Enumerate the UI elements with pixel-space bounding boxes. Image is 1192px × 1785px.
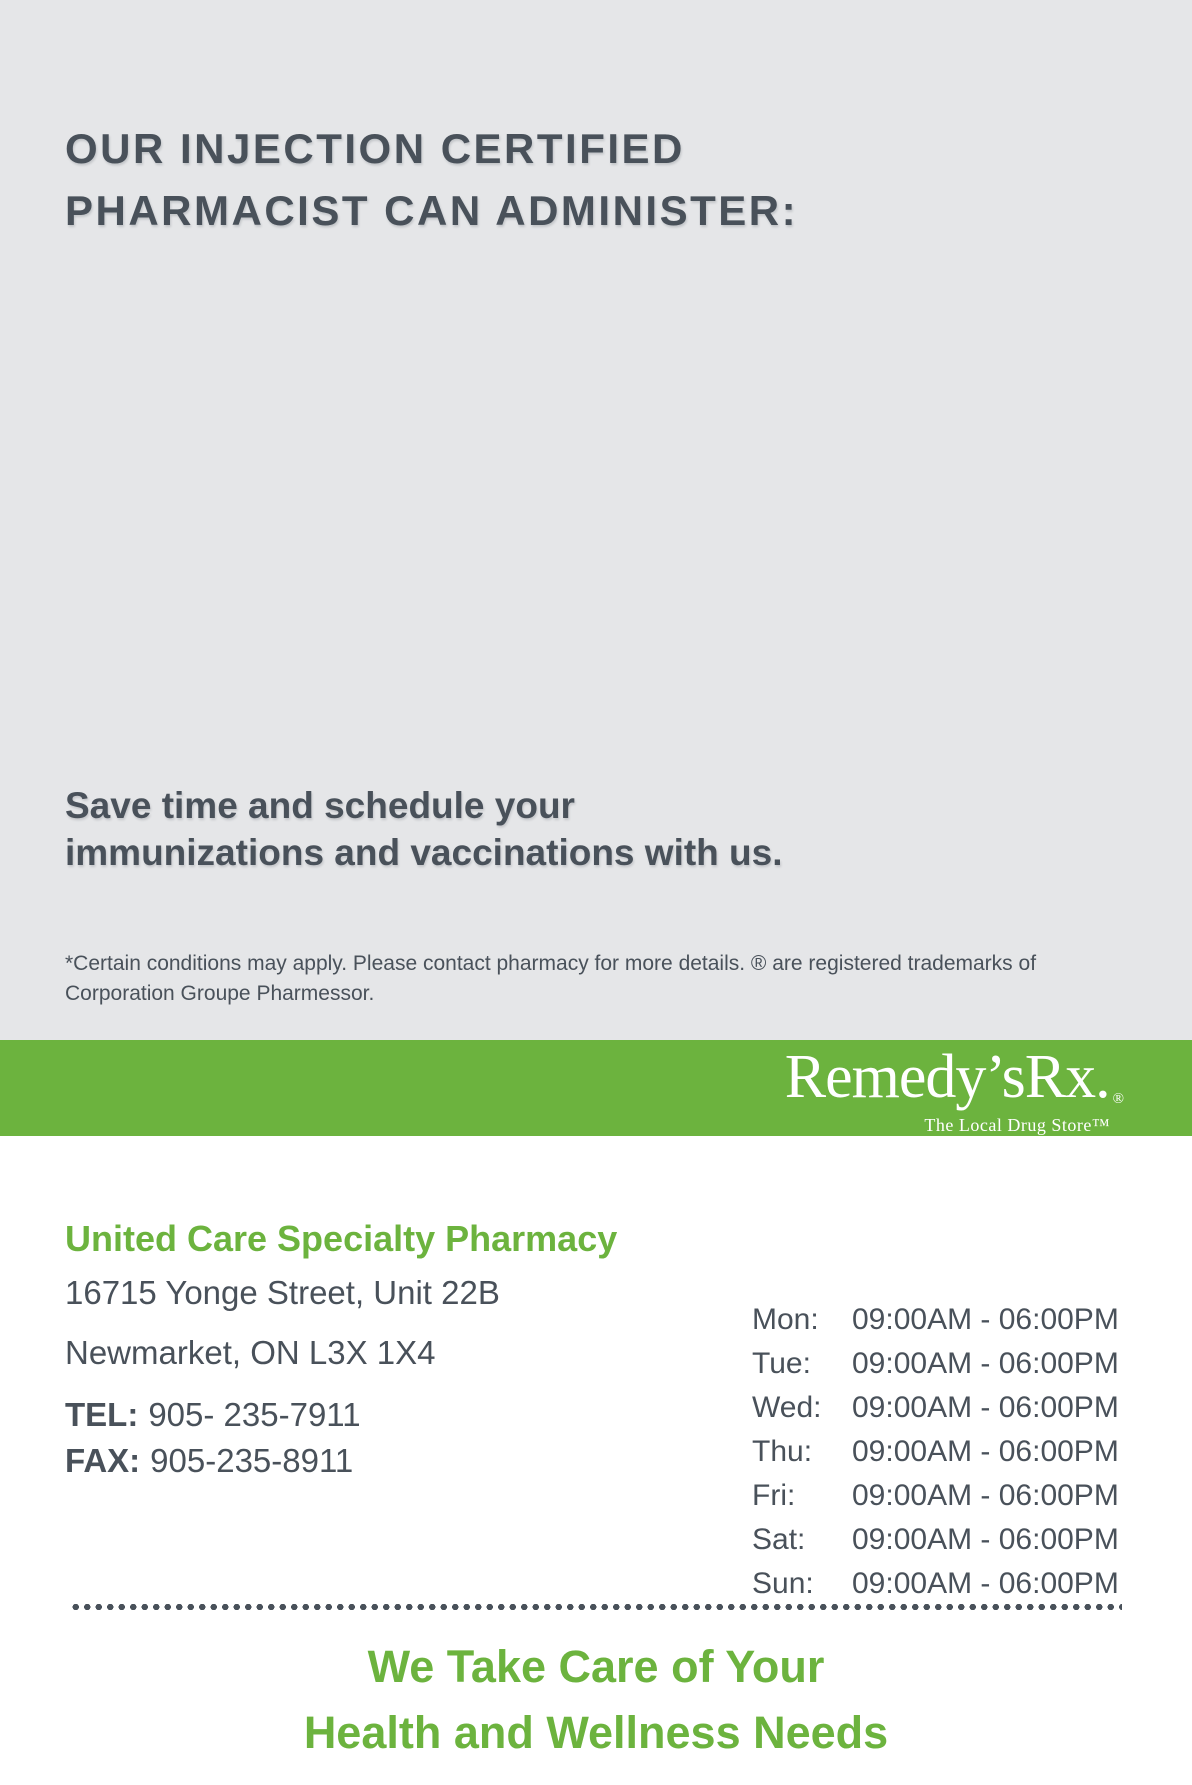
hours-row-thu [752, 1430, 1119, 1474]
hours-time-value: 09:00AM - 06:00PM [852, 1391, 1119, 1424]
tel-number: 905- 235-7911 [148, 1396, 361, 1433]
hours-time-value: 09:00AM - 06:00PM [852, 1523, 1119, 1556]
disclaimer-line-2: Corporation Groupe Pharmessor. [65, 982, 375, 1005]
footer-message-line-1: We Take Care of Your [367, 1641, 825, 1692]
brand-band [0, 1040, 1192, 1136]
logo-wordmark-text: Remedy’sRx. [784, 1043, 1110, 1111]
hours-row-mon [752, 1298, 1119, 1342]
hero-subtitle-line-2: immunizations and vaccinations with us. [65, 832, 783, 873]
disclaimer-text [65, 949, 1145, 1009]
hours-day-label: Thu: [752, 1435, 813, 1468]
footer-message [0, 1634, 1192, 1766]
hours-time-value: 09:00AM - 06:00PM [852, 1303, 1119, 1336]
hours-day-label: Mon: [752, 1303, 819, 1336]
hours-day-label: Tue: [752, 1347, 811, 1380]
tel-label: TEL: [65, 1396, 139, 1433]
hours-time-value: 09:00AM - 06:00PM [852, 1479, 1119, 1512]
hero-title [65, 118, 798, 242]
telephone-line [65, 1396, 361, 1434]
hours-day-label: Sun: [752, 1567, 814, 1600]
disclaimer-line-1: *Certain conditions may apply. Please contact pharmacy for more details. ® are registered trademarks of [65, 952, 1037, 975]
hours-time-value: 09:00AM - 06:00PM [852, 1435, 1119, 1468]
dotted-divider [70, 1603, 1122, 1611]
hero-subtitle [65, 782, 783, 876]
fax-line [65, 1442, 353, 1480]
pharmacy-name: United Care Specialty Pharmacy [65, 1218, 618, 1259]
hero-title-line-2: PHARMACIST CAN ADMINISTER: [65, 187, 799, 235]
remedysrx-logo [784, 1043, 1124, 1135]
hours-row-fri [752, 1474, 1119, 1518]
hero-title-line-1: OUR INJECTION CERTIFIED [65, 125, 685, 173]
hours-day-label: Sat: [752, 1523, 806, 1556]
hours-day-label: Wed: [752, 1391, 822, 1424]
hours-row-sat [752, 1518, 1119, 1562]
pharmacy-address-line-2: Newmarket, ON L3X 1X4 [65, 1334, 436, 1371]
fax-label: FAX: [65, 1442, 141, 1479]
hours-row-wed [752, 1386, 1119, 1430]
pharmacy-address-line-1: 16715 Yonge Street, Unit 22B [65, 1274, 500, 1311]
hours-row-sun [752, 1562, 1119, 1606]
store-hours-table [752, 1298, 1119, 1606]
logo-tagline: The Local Drug Store™ [924, 1115, 1110, 1135]
hours-time-value: 09:00AM - 06:00PM [852, 1567, 1119, 1600]
hours-day-label: Fri: [752, 1479, 796, 1512]
hours-row-tue [752, 1342, 1119, 1386]
registered-trademark-symbol: ® [1112, 1091, 1124, 1107]
hours-time-value: 09:00AM - 06:00PM [852, 1347, 1119, 1380]
fax-number: 905-235-8911 [150, 1442, 354, 1479]
footer-message-line-2: Health and Wellness Needs [303, 1707, 889, 1758]
hero-subtitle-line-1: Save time and schedule your [65, 785, 575, 826]
